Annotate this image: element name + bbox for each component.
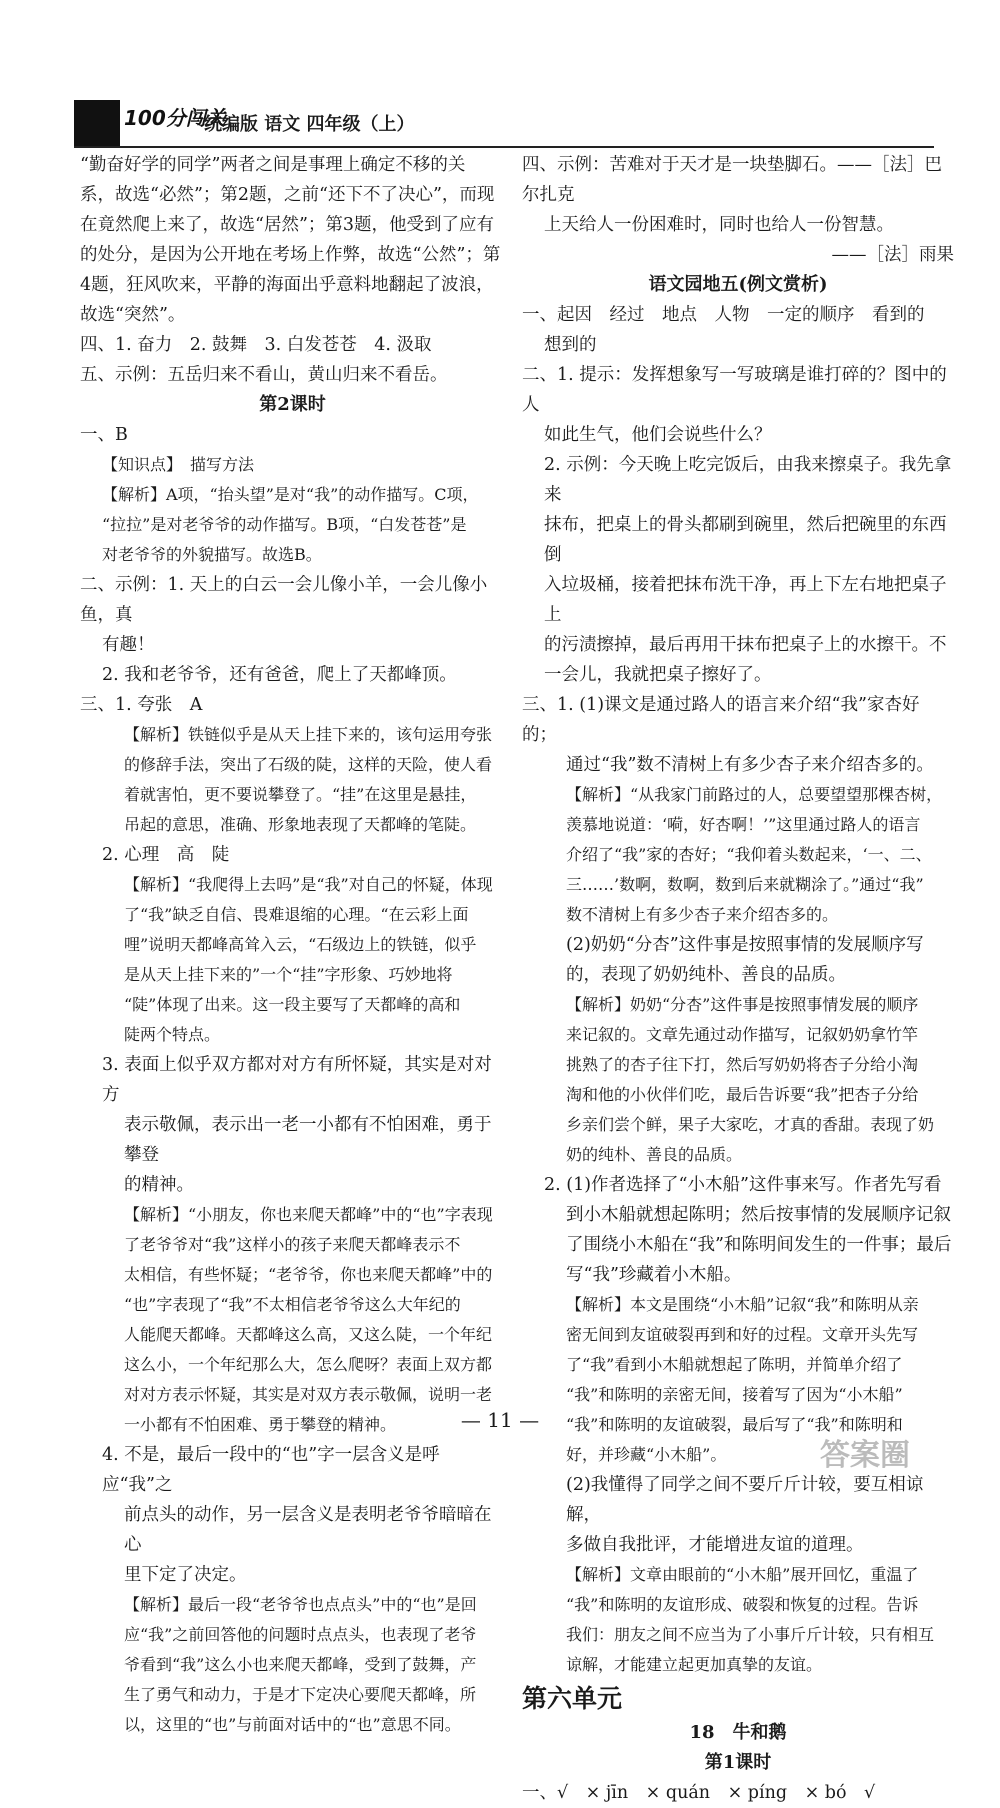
left-line: 表示敬佩，表示出一老一小都有不怕困难，勇于攀登 bbox=[124, 1115, 492, 1165]
right-line: 三、1. (1)课文是通过路人的语言来介绍“我”家杏好的； bbox=[522, 695, 920, 745]
right-line: 2. 示例：今天晚上吃完饭后，由我来擦桌子。我先拿来 bbox=[544, 455, 952, 505]
left-column bbox=[80, 150, 505, 1740]
left-line: 这么小，一个年纪那么大，怎么爬呀？表面上双方都 bbox=[124, 1355, 493, 1374]
right-line: 羡慕地说道：‘嗬，好杏啊！’”这里通过路人的语言 bbox=[566, 815, 921, 834]
right-line: 写“我”珍藏着小木船。 bbox=[566, 1265, 742, 1285]
right-line: 【解析】“从我家门前路过的人，总要望望那棵杏树， bbox=[566, 785, 943, 804]
right-line: 通过“我”数不清树上有多少杏子来介绍杏多的。 bbox=[566, 755, 934, 775]
page-number: — 11 — bbox=[460, 1408, 540, 1432]
right-line: 语文园地五(例文赏析) bbox=[648, 274, 828, 295]
watermark: 答案圈 bbox=[820, 1438, 910, 1473]
right-line: 抹布，把桌上的骨头都刷到碗里，然后把碗里的东西倒 bbox=[544, 515, 947, 565]
right-line: 一、√ × jīn × quán × píng × bó √ bbox=[522, 1783, 876, 1803]
right-line: 介绍了“我”家的杏好；“我仰着头数起来，‘一、二、 bbox=[566, 845, 932, 864]
left-line: 的精神。 bbox=[124, 1175, 194, 1195]
right-line: 一会儿，我就把桌子擦好了。 bbox=[544, 665, 772, 685]
brand-name: 100分闯关 bbox=[124, 106, 226, 130]
left-line: 对对方表示怀疑，其实是对双方表示敬佩，说明一老 bbox=[124, 1385, 493, 1404]
right-line: 乡亲们尝个鲜，果子大家吃，才真的香甜。表现了奶 bbox=[566, 1115, 935, 1134]
right-line: “我”和陈明的友谊形成、破裂和恢复的过程。告诉 bbox=[566, 1595, 919, 1614]
right-line: 我们：朋友之间不应当为了小事斤斤计较，只有相互 bbox=[566, 1625, 935, 1644]
header-title: 统编版 语文 四年级（上） bbox=[204, 114, 415, 135]
left-line: 五、示例：五岳归来不看山，黄山归来不看岳。 bbox=[80, 365, 448, 385]
left-line: 四、1. 奋力 2. 鼓舞 3. 白发苍苍 4. 汲取 bbox=[80, 335, 432, 355]
right-line: 挑熟了的杏子往下打，然后写奶奶将杏子分给小淘 bbox=[566, 1055, 919, 1074]
left-line: 【知识点】 描写方法 bbox=[102, 455, 255, 474]
left-line: 【解析】铁链似乎是从天上挂下来的，该句运用夸张 bbox=[124, 725, 493, 744]
right-line: 数不清树上有多少杏子来介绍杏多的。 bbox=[566, 905, 839, 924]
left-line: 4. 不是，最后一段中的“也”字一层含义是呼应“我”之 bbox=[102, 1445, 440, 1495]
left-line: 了老爷爷对“我”这样小的孩子来爬天都峰表示不 bbox=[124, 1235, 461, 1254]
right-line: (2)我懂得了同学之间不要斤斤计较，要互相谅解， bbox=[566, 1475, 924, 1525]
right-line: 奶的纯朴、善良的品质。 bbox=[566, 1145, 743, 1164]
left-line: “陡”体现了出来。这一段主要写了天都峰的高和 bbox=[124, 995, 461, 1014]
right-line: 好，并珍藏“小木船”。 bbox=[566, 1445, 727, 1464]
left-line: 【解析】“小朋友，你也来爬天都峰”中的“也”字表现 bbox=[124, 1205, 493, 1224]
right-line: 一、起因 经过 地点 人物 一定的顺序 看到的 bbox=[522, 305, 925, 325]
right-line: “我”和陈明的友谊破裂，最后写了“我”和陈明和 bbox=[566, 1415, 903, 1434]
left-line: 陡两个特点。 bbox=[124, 1025, 221, 1044]
left-line: 太相信，有些怀疑；“老爷爷，你也来爬天都峰”中的 bbox=[124, 1265, 493, 1284]
right-line: 想到的 bbox=[544, 335, 597, 355]
right-line: 了围绕小木船在“我”和陈明间发生的一件事；最后 bbox=[566, 1235, 952, 1255]
right-line: 的，表现了奶奶纯朴、善良的品质。 bbox=[566, 965, 846, 985]
left-line: “拉拉”是对老爷爷的动作描写。B项，“白发苍苍”是 bbox=[102, 515, 467, 534]
left-line: 应“我”之前回答他的问题时点点头，也表现了老爷 bbox=[124, 1625, 477, 1644]
left-line: 三、1. 夸张 A bbox=[80, 695, 203, 715]
brand-logo bbox=[74, 100, 120, 146]
right-line: 【解析】本文是围绕“小木船”记叙“我”和陈明从亲 bbox=[566, 1295, 919, 1314]
right-line: 多做自我批评，才能增进友谊的道理。 bbox=[566, 1535, 864, 1555]
left-line: “也”字表现了“我”不太相信老爷爷这么大年纪的 bbox=[124, 1295, 461, 1314]
right-line: 上天给人一份困难时，同时也给人一份智慧。 bbox=[544, 215, 894, 235]
left-line: 一、B bbox=[80, 425, 128, 445]
left-line: 对老爷爷的外貌描写。故选B。 bbox=[102, 545, 322, 564]
right-line: 的污渍擦掉，最后再用干抹布把桌子上的水擦干。不 bbox=[544, 635, 947, 655]
right-line: 入垃圾桶，接着把抹布洗干净，再上下左右地把桌子上 bbox=[544, 575, 947, 625]
left-line: 里下定了决定。 bbox=[124, 1565, 247, 1585]
right-line: 【解析】奶奶“分杏”这件事是按照事情发展的顺序 bbox=[566, 995, 919, 1014]
right-line: 淘和他的小伙伴们吃，最后告诉要“我”把杏子分给 bbox=[566, 1085, 919, 1104]
left-line: 的修辞手法，突出了石级的陡，这样的天险，使人看 bbox=[124, 755, 493, 774]
header-rule bbox=[74, 146, 934, 148]
left-line: 2. 我和老爷爷，还有爸爸，爬上了天都峰顶。 bbox=[102, 665, 457, 685]
right-line: (2)奶奶“分杏”这件事是按照事情的发展顺序写 bbox=[566, 935, 924, 955]
left-line: 人能爬天都峰。天都峰这么高，又这么陡，一个年纪 bbox=[124, 1325, 493, 1344]
right-line: ——［法］雨果 bbox=[831, 245, 954, 265]
right-line: 了“我”看到小木船就想起了陈明，并简单介绍了 bbox=[566, 1355, 903, 1374]
left-line: 是从天上挂下来的”一个“挂”字形象、巧妙地将 bbox=[124, 965, 453, 984]
left-line: 的处分，是因为公开地在考场上作弊，故选“公然”；第 bbox=[80, 245, 501, 265]
right-line: 第1课时 bbox=[704, 1752, 772, 1773]
left-line: 【解析】“我爬得上去吗”是“我”对自己的怀疑，体现 bbox=[124, 875, 493, 894]
left-line: 爷看到“我”这么小也来爬天都峰，受到了鼓舞，产 bbox=[124, 1655, 477, 1674]
left-line: 一小都有不怕困难、勇于攀登的精神。 bbox=[124, 1415, 397, 1434]
left-line: 3. 表面上似乎双方都对对方有所怀疑，其实是对对方 bbox=[102, 1055, 492, 1105]
right-line: 第六单元 bbox=[522, 1684, 623, 1713]
left-line: 前点头的动作，另一层含义是表明老爷爷暗暗在心 bbox=[124, 1505, 492, 1555]
left-line: 【解析】最后一段“老爷爷也点点头”中的“也”是回 bbox=[124, 1595, 477, 1614]
right-column bbox=[522, 150, 954, 1808]
right-line: 2. (1)作者选择了“小木船”这件事来写。作者先写看 bbox=[544, 1175, 942, 1195]
right-line: 来记叙的。文章先通过动作描写，记叙奶奶拿竹竿 bbox=[566, 1025, 919, 1044]
left-line: 吊起的意思，准确、形象地表现了天都峰的笔陡。 bbox=[124, 815, 477, 834]
right-line: 谅解，才能建立起更加真挚的友谊。 bbox=[566, 1655, 823, 1674]
left-line: 4题，狂风吹来，平静的海面出乎意料地翻起了波浪， bbox=[80, 275, 494, 295]
left-line: 了“我”缺乏自信、畏难退缩的心理。“在云彩上面 bbox=[124, 905, 469, 924]
left-line: 有趣！ bbox=[102, 635, 155, 655]
left-line: “勤奋好学的同学”两者之间是事理上确定不移的关 bbox=[80, 155, 466, 175]
right-line: 18 牛和鹅 bbox=[689, 1722, 787, 1743]
left-line: 在竟然爬上来了，故选“居然”；第3题，他受到了应有 bbox=[80, 215, 495, 235]
left-line: 二、示例：1. 天上的白云一会儿像小羊，一会儿像小鱼，真 bbox=[80, 575, 488, 625]
right-line: 密无间到友谊破裂再到和好的过程。文章开头先写 bbox=[566, 1325, 919, 1344]
right-line: 到小木船就想起陈明；然后按事情的发展顺序记叙 bbox=[566, 1205, 951, 1225]
left-line: 故选“突然”。 bbox=[80, 305, 186, 325]
left-line: 2. 心理 高 陡 bbox=[102, 845, 230, 865]
right-line: “我”和陈明的亲密无间，接着写了因为“小木船” bbox=[566, 1385, 903, 1404]
right-line: 四、示例：苦难对于天才是一块垫脚石。——［法］巴尔扎克 bbox=[522, 155, 942, 205]
right-line: 如此生气，他们会说些什么？ bbox=[544, 425, 772, 445]
left-line: 哩”说明天都峰高耸入云，“石级边上的铁链，似乎 bbox=[124, 935, 477, 954]
left-line: 第2课时 bbox=[259, 394, 326, 415]
left-line: 系，故选“必然”；第2题，之前“还下不了决心”，而现 bbox=[80, 185, 495, 205]
right-line: 三……’数啊，数啊，数到后来就糊涂了。”通过“我” bbox=[566, 875, 924, 894]
left-line: 生了勇气和动力，于是才下定决心要爬天都峰，所 bbox=[124, 1685, 477, 1704]
right-line: 【解析】文章由眼前的“小木船”展开回忆，重温了 bbox=[566, 1565, 919, 1584]
left-line: 着就害怕，更不要说攀登了。“挂”在这里是悬挂， bbox=[124, 785, 477, 804]
page-header bbox=[74, 100, 934, 148]
right-line: 二、1. 提示：发挥想象写一写玻璃是谁打碎的？图中的人 bbox=[522, 365, 947, 415]
left-line: 【解析】A项，“抬头望”是对“我”的动作描写。C项， bbox=[102, 485, 479, 504]
left-line: 以，这里的“也”与前面对话中的“也”意思不同。 bbox=[124, 1715, 461, 1734]
